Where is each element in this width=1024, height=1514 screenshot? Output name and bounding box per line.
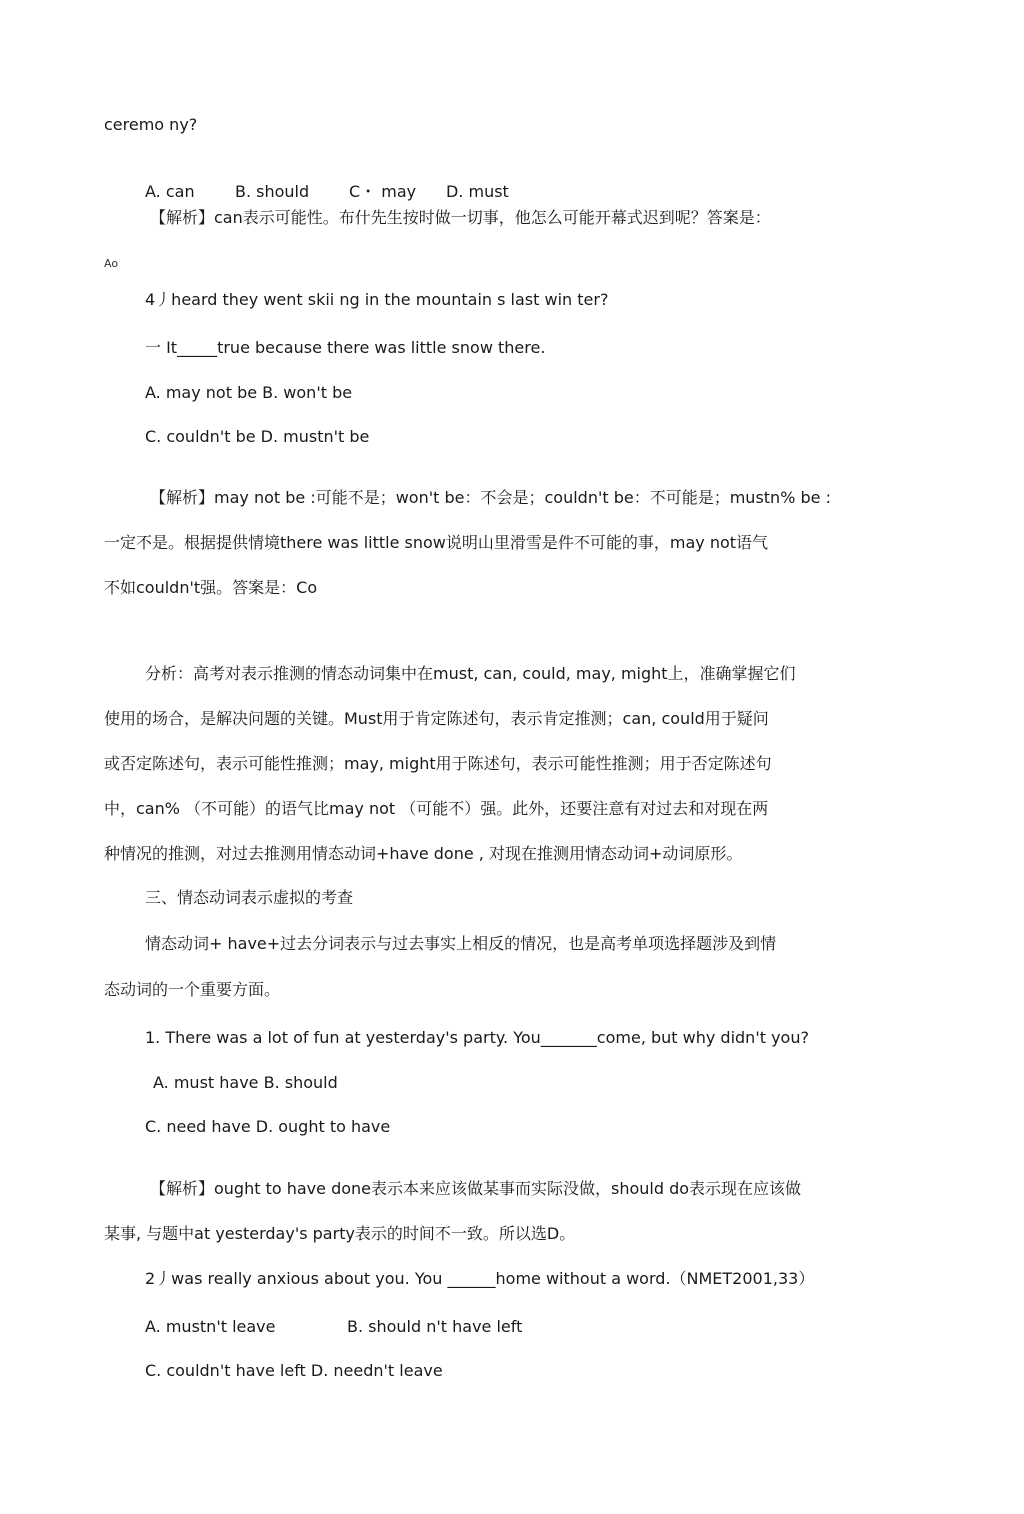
- question-stem: ceremo ny?: [104, 115, 198, 134]
- option-b: B. should: [235, 182, 310, 201]
- section-intro: 态动词的一个重要方面。: [104, 980, 281, 999]
- option-d: D. must: [446, 182, 509, 201]
- summary-text: 分析：高考对表示推测的情态动词集中在must, can, could, may, might上，准确掌握它们: [145, 664, 796, 683]
- question-reply: 一 It_____true because there was little snow there.: [145, 338, 546, 357]
- summary-text: 或否定陈述句，表示可能性推测；may, might用于陈述句，表示可能性推测；用于否定陈述句: [104, 754, 772, 773]
- options-cd: C. need have D. ought to have: [145, 1117, 391, 1136]
- options-ab: A. must have B. should: [153, 1073, 338, 1092]
- analysis-text: 【解析】may not be :可能不是；won't be：不会是；couldn't be：不可能是；mustn% be :: [150, 488, 831, 507]
- option-c: C・ may: [349, 182, 417, 201]
- option-b: B. should n't have left: [347, 1317, 523, 1336]
- analysis-text: 某事, 与题中at yesterday's party表示的时间不一致。所以选D。: [104, 1224, 576, 1243]
- option-a: A. can: [145, 182, 195, 201]
- answer-fragment: Ao: [104, 257, 119, 270]
- question-stem: 4丿heard they went skii ng in the mountain s last win ter?: [145, 290, 609, 309]
- analysis-text: 一定不是。根据提供情境there was little snow说明山里滑雪是件不可能的事，may not语气: [104, 533, 769, 552]
- analysis-text: 【解析】can表示可能性。布什先生按时做一切事，他怎么可能开幕式迟到呢？答案是：: [150, 208, 771, 227]
- summary-text: 中，can% （不可能）的语气比may not （可能不）强。此外，还要注意有对过去和对现在两: [104, 799, 769, 818]
- section-heading: 三、情态动词表示虚拟的考查: [145, 888, 354, 907]
- options-cd: C. couldn't be D. mustn't be: [145, 427, 370, 446]
- summary-text: 种情况的推测，对过去推测用情态动词+have done , 对现在推测用情态动词+动词原形。: [104, 844, 743, 863]
- options-cd: C. couldn't have left D. needn't leave: [145, 1361, 443, 1380]
- analysis-text: 【解析】ought to have done表示本来应该做某事而实际没做，should do表示现在应该做: [150, 1179, 802, 1198]
- analysis-text: 不如couldn't强。答案是：Co: [104, 578, 318, 597]
- question-stem: 1. There was a lot of fun at yesterday's party. You_______come, but why didn't you?: [145, 1028, 809, 1047]
- section-intro: 情态动词+ have+过去分词表示与过去事实上相反的情况，也是高考单项选择题涉及到情: [145, 934, 777, 953]
- summary-text: 使用的场合，是解决问题的关键。Must用于肯定陈述句，表示肯定推测；can, could用于疑问: [104, 709, 769, 728]
- option-a: A. mustn't leave: [145, 1317, 276, 1336]
- question-stem: 2丿was really anxious about you. You ______home without a word.（NMET2001,33）: [145, 1269, 815, 1288]
- options-ab: A. may not be B. won't be: [145, 383, 353, 402]
